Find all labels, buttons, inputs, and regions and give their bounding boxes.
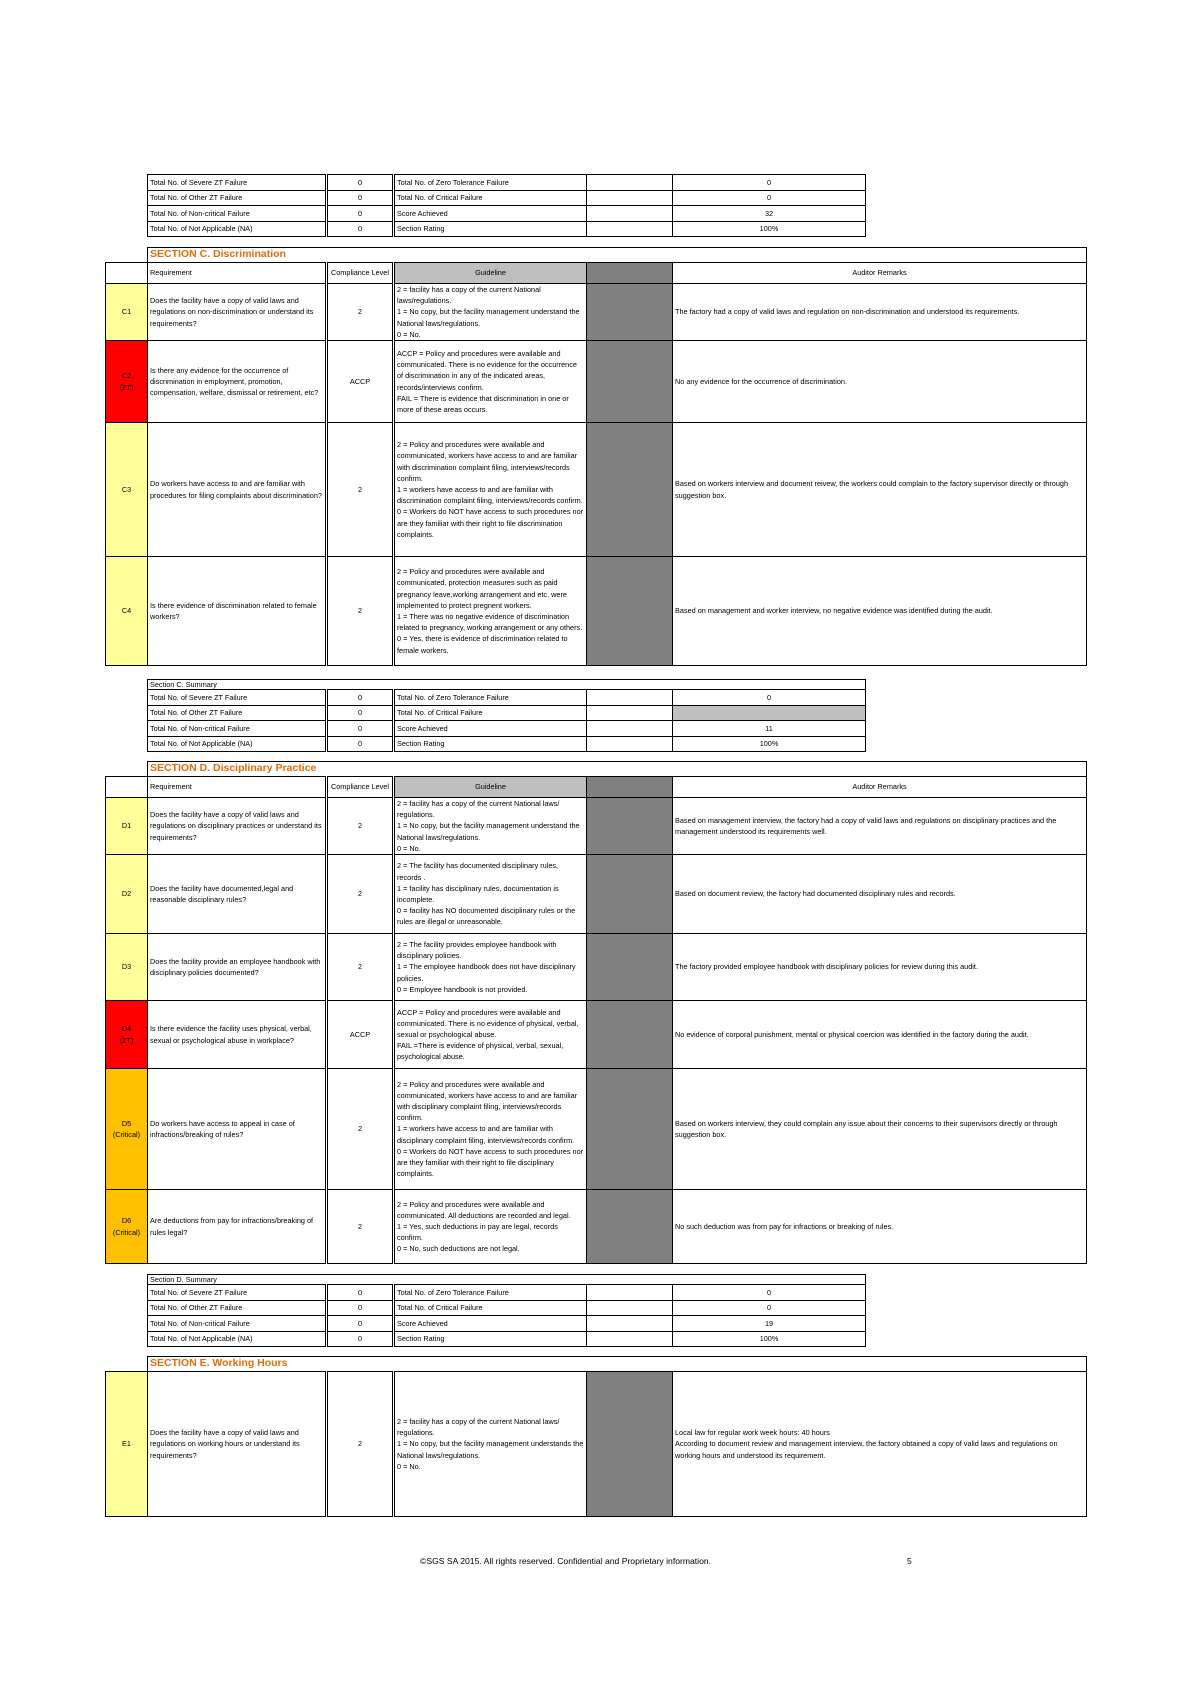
- table-row: [148, 1285, 866, 1301]
- section-c-summary-table: [147, 679, 866, 752]
- summary-label: Total No. of Zero Tolerance Failure: [394, 175, 587, 191]
- row-code: C2 (ZT): [106, 341, 148, 423]
- summary-value: 0: [327, 1285, 394, 1301]
- section-d-summary-table: [147, 1274, 866, 1347]
- section-e-table: [105, 1356, 1087, 1517]
- table-row: [148, 1300, 866, 1316]
- compliance-level: 2: [327, 934, 394, 1001]
- guideline-text: ACCP = Policy and procedures were available and communicated. There is no evidence for the occurrence of discrimination in any of the indicated areas, records/interviews confirm. FAIL = There is evidence that discrimination in one or more of these areas occurs.: [394, 341, 587, 423]
- auditor-remarks: Based on workers interview, they could complain any issue about their concerns to their supervisors directly or through suggestion box.: [673, 1069, 1087, 1190]
- table-row: [148, 175, 866, 191]
- row-code: D3: [106, 934, 148, 1001]
- table-row: [148, 190, 866, 206]
- footer-copyright: ©SGS SA 2015. All rights reserved. Confidential and Proprietary information.: [420, 1556, 712, 1566]
- summary-value: 0: [327, 690, 394, 706]
- table-row: [106, 284, 1087, 341]
- summary-label: Total No. of Critical Failure: [394, 705, 587, 721]
- summary-label: Total No. of Critical Failure: [394, 1300, 587, 1316]
- requirement-header: Requirement: [148, 263, 327, 284]
- summary-value: 0: [673, 190, 866, 206]
- section-title-row: [106, 762, 1087, 777]
- requirement-text: Are deductions from pay for infractions/breaking of rules legal?: [148, 1190, 327, 1264]
- summary-label: Total No. of Not Applicable (NA): [148, 1331, 327, 1347]
- summary-label: Total No. of Severe ZT Failure: [148, 1285, 327, 1301]
- summary-label: Score Achieved: [394, 1316, 587, 1332]
- summary-caption: Section D. Summary: [148, 1275, 866, 1285]
- requirement-text: Do workers have access to and are familiar with procedures for filing complaints about discrimination?: [148, 423, 327, 557]
- requirement-text: Does the facility have documented,legal and reasonable disciplinary rules?: [148, 855, 327, 934]
- gray-column: [587, 1069, 673, 1190]
- summary-value: 0: [327, 1300, 394, 1316]
- summary-blank: [587, 1300, 673, 1316]
- compliance-level: 2: [327, 557, 394, 666]
- summary-value: 100%: [673, 736, 866, 752]
- summary-label: Score Achieved: [394, 206, 587, 222]
- table-row: [106, 798, 1087, 855]
- summary-label: Total No. of Other ZT Failure: [148, 1300, 327, 1316]
- table-row: [106, 855, 1087, 934]
- summary-label: Section Rating: [394, 221, 587, 237]
- summary-blank: [587, 221, 673, 237]
- summary-caption: Section C. Summary: [148, 680, 866, 690]
- gray-column: [587, 557, 673, 666]
- summary-value: 0: [327, 705, 394, 721]
- summary-value: 100%: [673, 1331, 866, 1347]
- summary-value: 0: [327, 190, 394, 206]
- summary-label: Total No. of Non-critical Failure: [148, 721, 327, 737]
- row-code: D6 (Critical): [106, 1190, 148, 1264]
- summary-label: Total No. of Other ZT Failure: [148, 705, 327, 721]
- summary-label: Total No. of Critical Failure: [394, 190, 587, 206]
- section-d-title: SECTION D. Disciplinary Practice: [148, 762, 1087, 777]
- gray-column: [587, 934, 673, 1001]
- summary-value: 11: [673, 721, 866, 737]
- requirement-text: Is there evidence the facility uses physical, verbal, sexual or psychological abuse in workplace?: [148, 1001, 327, 1069]
- table-row: [106, 557, 1087, 666]
- summary-label: Total No. of Severe ZT Failure: [148, 175, 327, 191]
- compliance-level: 2: [327, 1372, 394, 1517]
- summary-blank: [587, 721, 673, 737]
- auditor-remarks: The factory provided employee handbook with disciplinary policies for review during this audit.: [673, 934, 1087, 1001]
- gray-column: [587, 263, 673, 284]
- auditor-remarks: The factory had a copy of valid laws and regulation on non-discrimination and understood its requirements.: [673, 284, 1087, 341]
- summary-value: 0: [327, 721, 394, 737]
- guideline-text: 2 = Policy and procedures were available and communicated, protection measures such as paid pregnancy leave,working arrangement and etc. were implemented to protect pregnent workers. 1 = There was no negative evidence of discrimination related to pregnancy, working arrangement or any others. 0 = Yes, there is evidence of discrimination related to female workers.: [394, 557, 587, 666]
- summary-label: Total No. of Not Applicable (NA): [148, 221, 327, 237]
- table-row: [106, 1069, 1087, 1190]
- auditor-remarks: No evidence of corporal punishment, mental or physical coercion was identified in the factory during the audit.: [673, 1001, 1087, 1069]
- row-code: D1: [106, 798, 148, 855]
- table-row: [106, 1372, 1087, 1517]
- row-code: C3: [106, 423, 148, 557]
- table-row: [148, 721, 866, 737]
- compliance-level: ACCP: [327, 1001, 394, 1069]
- summary-blank: [587, 1285, 673, 1301]
- summary-value: [673, 705, 866, 721]
- gray-column: [587, 798, 673, 855]
- requirement-text: Does the facility have a copy of valid laws and regulations on non-discrimination or understand its requirements?: [148, 284, 327, 341]
- summary-label: Score Achieved: [394, 721, 587, 737]
- guideline-header: Guideline: [394, 777, 587, 798]
- summary-label: Section Rating: [394, 736, 587, 752]
- compliance-header: Compliance Level: [327, 777, 394, 798]
- prev-summary-table: [147, 174, 866, 237]
- section-d-table: [105, 761, 1087, 1264]
- row-code: C4: [106, 557, 148, 666]
- summary-caption-row: [148, 1275, 866, 1285]
- table-row: [106, 1001, 1087, 1069]
- summary-value: 0: [673, 1285, 866, 1301]
- summary-label: Total No. of Other ZT Failure: [148, 190, 327, 206]
- compliance-level: 2: [327, 423, 394, 557]
- auditor-remarks: No such deduction was from pay for infractions or breaking of rules.: [673, 1190, 1087, 1264]
- summary-value: 0: [327, 1331, 394, 1347]
- summary-value: 0: [673, 690, 866, 706]
- summary-value: 0: [673, 1300, 866, 1316]
- guideline-text: 2 = Policy and procedures were available and communicated. All deductions are recorded and legal. 1 = Yes, such deductions in pay are legal, records confirm. 0 = No, such deductions are not legal.: [394, 1190, 587, 1264]
- guideline-text: 2 = The facility has documented disciplinary rules, records . 1 = facility has disciplinary rules, documentation is incomplete. 0 = facility has NO documented disciplinary rules or the rules are illegal or unreasonable.: [394, 855, 587, 934]
- summary-value: 19: [673, 1316, 866, 1332]
- table-row: [148, 690, 866, 706]
- page-number: 5: [907, 1556, 912, 1566]
- summary-value: 0: [327, 1316, 394, 1332]
- auditor-remarks: No any evidence for the occurrence of discrimination.: [673, 341, 1087, 423]
- gray-column: [587, 1372, 673, 1517]
- gray-column: [587, 284, 673, 341]
- summary-label: Total No. of Not Applicable (NA): [148, 736, 327, 752]
- compliance-header: Compliance Level: [327, 263, 394, 284]
- requirement-header: Requirement: [148, 777, 327, 798]
- summary-value: 100%: [673, 221, 866, 237]
- summary-label: Total No. of Zero Tolerance Failure: [394, 1285, 587, 1301]
- guideline-text: 2 = facility has a copy of the current National laws/regulations. 1 = No copy, but the facility management understand the National laws/regulations. 0 = No.: [394, 284, 587, 341]
- requirement-text: Does the facility have a copy of valid laws and regulations on disciplinary practices or understand its requirements?: [148, 798, 327, 855]
- header-row: [106, 263, 1087, 284]
- summary-value: 0: [327, 736, 394, 752]
- table-row: [106, 1190, 1087, 1264]
- header-row: [106, 777, 1087, 798]
- compliance-level: ACCP: [327, 341, 394, 423]
- auditor-remarks: Based on workers interview and document reivew, the workers could complain to the factory supervisor directly or through suggestion box.: [673, 423, 1087, 557]
- remarks-header: Auditor Remarks: [673, 777, 1087, 798]
- guideline-text: 2 = Policy and procedures were available and communicated, workers have access to and are familiar with disciplinary complaint filing, interviews/records confirm. 1 = workers have access to and are familiar with disciplinary complaint filing, interviews/records confirm. 0 = Workers do NOT have access to such procedures nor are they familiar with their right to file disciplinary complaints.: [394, 1069, 587, 1190]
- section-title-row: [106, 1357, 1087, 1372]
- auditor-remarks: Local law for regular work week hours: 40 hours According to document review and management interview, the factory obtained a copy of valid laws and regulations on working hours and understood its requirement.: [673, 1372, 1087, 1517]
- table-row: [148, 206, 866, 222]
- gray-column: [587, 855, 673, 934]
- compliance-level: 2: [327, 1069, 394, 1190]
- summary-blank: [587, 690, 673, 706]
- row-code: E1: [106, 1372, 148, 1517]
- compliance-level: 2: [327, 798, 394, 855]
- section-title-row: [106, 248, 1087, 263]
- table-row: [106, 341, 1087, 423]
- guideline-text: 2 = Policy and procedures were available and communicated, workers have access to and are familiar with discrimination complaint filing, interviews/records confirm. 1 = workers have access to and are familiar with discrimination complaint filing, interviews/records confirm. 0 = Workers do NOT have access to such procedures nor are they familiar with their right to file discrimination complaints.: [394, 423, 587, 557]
- summary-value: 0: [327, 206, 394, 222]
- summary-blank: [587, 705, 673, 721]
- summary-label: Section Rating: [394, 1331, 587, 1347]
- guideline-text: 2 = The facility provides employee handbook with disciplinary policies. 1 = The employee handbook does not have disciplinary policies. 0 = Employee handbook is not provided.: [394, 934, 587, 1001]
- section-c-title: SECTION C. Discrimination: [148, 248, 1087, 263]
- table-row: [148, 736, 866, 752]
- row-code: D4 (ZT): [106, 1001, 148, 1069]
- gray-column: [587, 1190, 673, 1264]
- guideline-text: 2 = facility has a copy of the current National laws/ regulations. 1 = No copy, but the facility management understand the National laws/regulations. 0 = No.: [394, 798, 587, 855]
- summary-blank: [587, 175, 673, 191]
- table-row: [148, 705, 866, 721]
- summary-blank: [587, 190, 673, 206]
- summary-label: Total No. of Non-critical Failure: [148, 206, 327, 222]
- table-row: [148, 221, 866, 237]
- gray-column: [587, 1001, 673, 1069]
- auditor-remarks: Based on management interview, the factory had a copy of valid laws and regulations on disciplinary practices and the management understood its requirements well.: [673, 798, 1087, 855]
- compliance-level: 2: [327, 284, 394, 341]
- requirement-text: Does the facility provide an employee handbook with disciplinary policies documented?: [148, 934, 327, 1001]
- summary-value: 0: [327, 175, 394, 191]
- section-c-table: [105, 247, 1087, 666]
- table-row: [148, 1316, 866, 1332]
- summary-label: Total No. of Severe ZT Failure: [148, 690, 327, 706]
- compliance-level: 2: [327, 1190, 394, 1264]
- summary-value: 0: [673, 175, 866, 191]
- row-code: C1: [106, 284, 148, 341]
- summary-blank: [587, 1316, 673, 1332]
- summary-blank: [587, 206, 673, 222]
- gray-column: [587, 423, 673, 557]
- summary-value: 32: [673, 206, 866, 222]
- requirement-text: Does the facility have a copy of valid laws and regulations on working hours or understand its requirements?: [148, 1372, 327, 1517]
- auditor-remarks: Based on document review, the factory had documented disciplinary rules and records.: [673, 855, 1087, 934]
- section-e-title: SECTION E. Working Hours: [148, 1357, 1087, 1372]
- guideline-text: ACCP = Policy and procedures were available and communicated. There is no evidence of physical, verbal, sexual or psychological abuse. FAIL =There is evidence of physical, verbal, sexual, psychological abuse.: [394, 1001, 587, 1069]
- gray-column: [587, 777, 673, 798]
- requirement-text: Do workers have access to appeal in case of infractions/breaking of rules?: [148, 1069, 327, 1190]
- summary-caption-row: [148, 680, 866, 690]
- summary-blank: [587, 1331, 673, 1347]
- row-code: D2: [106, 855, 148, 934]
- remarks-header: Auditor Remarks: [673, 263, 1087, 284]
- gray-column: [587, 341, 673, 423]
- table-row: [148, 1331, 866, 1347]
- requirement-text: Is there any evidence for the occurrence of discrimination in employment, promotion, compensation, welfare, dismissal or retirement, etc?: [148, 341, 327, 423]
- guideline-text: 2 = facility has a copy of the current National laws/ regulations. 1 = No copy, but the facility management understands the National laws/regulations. 0 = No.: [394, 1372, 587, 1517]
- summary-value: 0: [327, 221, 394, 237]
- guideline-header: Guideline: [394, 263, 587, 284]
- summary-label: Total No. of Non-critical Failure: [148, 1316, 327, 1332]
- requirement-text: Is there evidence of discrimination related to female workers?: [148, 557, 327, 666]
- table-row: [106, 934, 1087, 1001]
- auditor-remarks: Based on management and worker interview, no negative evidence was identified during the audit.: [673, 557, 1087, 666]
- table-row: [106, 423, 1087, 557]
- compliance-level: 2: [327, 855, 394, 934]
- summary-label: Total No. of Zero Tolerance Failure: [394, 690, 587, 706]
- row-code: D5 (Critical): [106, 1069, 148, 1190]
- summary-blank: [587, 736, 673, 752]
